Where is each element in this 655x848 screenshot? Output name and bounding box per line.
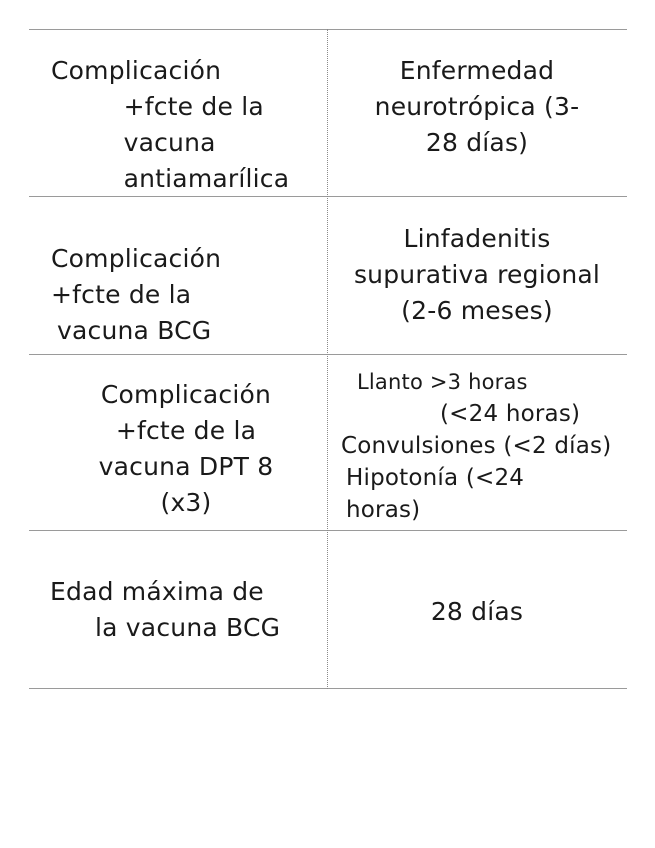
question-line: +fcte de la	[51, 280, 192, 309]
answer-line: (2-6 meses)	[401, 296, 553, 325]
answer-line: Llanto >3 horas	[357, 370, 528, 394]
answer-line: 28 días	[430, 597, 524, 626]
flashcard-sheet	[29, 29, 627, 689]
question-cell-4	[50, 574, 326, 686]
answer-cell-4	[329, 594, 625, 674]
answer-line: Linfadenitis	[403, 224, 551, 253]
question-line: Edad máxima de	[50, 577, 264, 606]
question-cell-3	[51, 377, 321, 529]
question-line: vacuna DPT 8	[98, 452, 274, 481]
question-line: (x3)	[160, 488, 212, 517]
question-line: la vacuna BCG	[95, 613, 281, 642]
row-divider	[29, 196, 627, 197]
question-line: vacuna	[91, 128, 216, 157]
answer-cell-2	[329, 221, 625, 353]
answer-line: Convulsiones (<2 días)	[341, 433, 612, 459]
question-cell-2	[51, 241, 321, 353]
answer-line: supurativa regional	[353, 260, 601, 289]
question-cell-1	[51, 53, 321, 195]
question-line: Complicación	[51, 56, 222, 85]
row-divider	[29, 354, 627, 355]
question-line: +fcte de la	[91, 92, 264, 121]
answer-line: Enfermedad	[399, 56, 555, 85]
answer-line: 28 días)	[425, 128, 529, 157]
question-line: antiamarílica	[91, 164, 290, 193]
answer-cell-1	[329, 53, 625, 195]
row-divider	[29, 530, 627, 531]
answer-line: neurotrópica (3-	[374, 92, 580, 121]
row-divider	[29, 29, 627, 30]
column-divider	[327, 29, 328, 689]
answer-line: Hipotonía (<24	[346, 465, 525, 491]
question-line: +fcte de la	[115, 416, 257, 445]
question-line: Complicación	[100, 380, 272, 409]
answer-line: horas)	[346, 497, 421, 523]
answer-line: (<24 horas)	[440, 401, 581, 427]
question-line: Complicación	[51, 244, 222, 273]
row-divider	[29, 688, 627, 689]
answer-cell-3	[337, 366, 627, 530]
question-line: vacuna BCG	[57, 316, 212, 345]
